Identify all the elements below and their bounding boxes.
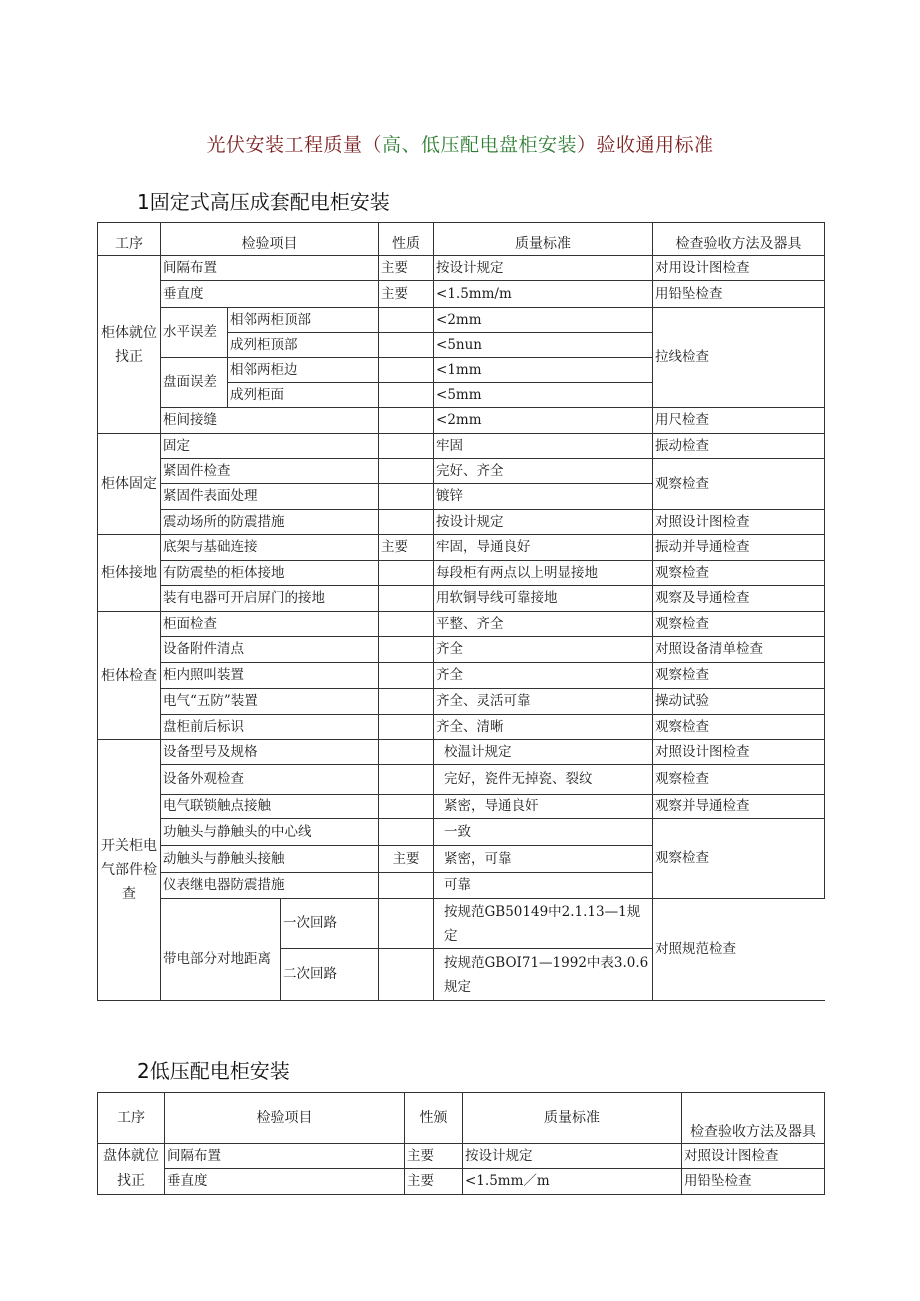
standard-cell: 紧密，导通良奸 xyxy=(434,795,653,819)
item-cell: 柜间接缝 xyxy=(161,408,379,434)
group-cell: 柜体就位找正 xyxy=(98,256,161,434)
table-row xyxy=(98,586,825,612)
section-2-heading: 2低压配电柜安装 xyxy=(137,1059,290,1083)
table-row xyxy=(98,612,825,637)
method-cell: 振动并导通检查 xyxy=(653,535,825,561)
header-process: 工序 xyxy=(98,223,161,256)
header-method: 检查验收方法及器具 xyxy=(653,223,825,256)
table-row xyxy=(98,740,825,765)
nature-cell: 主要 xyxy=(379,256,434,281)
nature-cell xyxy=(379,586,434,612)
item-cell: 震动场所的防震措施 xyxy=(161,510,379,535)
subgroup-cell: 带电部分对地距离 xyxy=(161,899,281,1001)
standard-cell: <2mm xyxy=(434,408,653,434)
subgroup-cell: 盘面误差 xyxy=(161,358,228,408)
method-cell: 用铅坠检查 xyxy=(682,1169,825,1195)
item-cell: 紧固件表面处理 xyxy=(161,484,379,510)
table-row xyxy=(98,510,825,535)
nature-cell xyxy=(379,765,434,795)
item-cell: 紧固件检查 xyxy=(161,459,379,484)
table-row xyxy=(98,663,825,689)
item-cell: 设备附件清点 xyxy=(161,637,379,663)
header-item: 检验项目 xyxy=(165,1093,405,1144)
method-cell: 对照设计图检查 xyxy=(653,510,825,535)
nature-cell: 主要 xyxy=(379,535,434,561)
standard-cell: 牢固 xyxy=(434,434,653,459)
table-row xyxy=(98,535,825,561)
standard-cell: 完好、齐全 xyxy=(434,459,653,484)
group-cell: 柜体固定 xyxy=(98,434,161,535)
header-standard: 质量标准 xyxy=(463,1093,682,1144)
nature-cell xyxy=(379,434,434,459)
method-cell: 对照设计图检查 xyxy=(682,1144,825,1169)
subitem-cell: 相邻两柜顶部 xyxy=(228,308,379,333)
header-method: 检查验收方法及器具 xyxy=(682,1093,825,1144)
method-cell: 对用设计图检查 xyxy=(653,256,825,281)
nature-cell xyxy=(379,561,434,586)
subitem-cell: 一次回路 xyxy=(281,899,379,949)
method-cell: 用尺检查 xyxy=(653,408,825,434)
nature-cell xyxy=(379,663,434,689)
standard-cell: 一致 xyxy=(434,819,653,846)
table-row xyxy=(98,765,825,795)
standard-cell: 按规范GBOI71—1992中表3.0.6规定 xyxy=(434,949,653,1001)
item-cell: 盘柜前后标识 xyxy=(161,715,379,740)
standard-cell: 按设计规定 xyxy=(434,256,653,281)
item-cell: 仪表继电器防震措施 xyxy=(161,873,379,899)
method-cell: 观察检查 xyxy=(653,561,825,586)
method-cell: 观察及导通检查 xyxy=(653,586,825,612)
standard-cell: 齐全 xyxy=(434,663,653,689)
standard-cell: 按规范GB50149中2.1.13—1规定 xyxy=(434,899,653,949)
standard-cell: 按设计规定 xyxy=(463,1144,682,1169)
standard-cell: <5nun xyxy=(434,333,653,358)
item-cell: 垂直度 xyxy=(165,1169,405,1195)
table-row xyxy=(98,256,825,281)
standard-cell: 齐全 xyxy=(434,637,653,663)
item-cell: 间隔布置 xyxy=(161,256,379,281)
standard-cell: 每段柜有两点以上明显接地 xyxy=(434,561,653,586)
nature-cell xyxy=(379,795,434,819)
group-cell: 柜体检查 xyxy=(98,612,161,740)
subitem-cell: 相邻两柜边 xyxy=(228,358,379,383)
item-cell: 有防震垫的柜体接地 xyxy=(161,561,379,586)
table-row xyxy=(98,308,825,333)
table-row xyxy=(98,459,825,484)
nature-cell xyxy=(379,899,434,949)
method-cell: 观察检查 xyxy=(653,715,825,740)
item-cell: 装有电器可开启屏门的接地 xyxy=(161,586,379,612)
method-cell: 振动检查 xyxy=(653,434,825,459)
method-cell: 用铅坠检查 xyxy=(653,281,825,308)
method-cell: 观察并导通检查 xyxy=(653,795,825,819)
table-row xyxy=(98,434,825,459)
item-cell: 垂直度 xyxy=(161,281,379,308)
header-process: 工序 xyxy=(98,1093,165,1144)
nature-cell xyxy=(379,358,434,383)
standard-cell: <1mm xyxy=(434,358,653,383)
table-high-voltage xyxy=(97,222,825,1001)
table-row xyxy=(98,408,825,434)
standard-cell: 齐全、清晰 xyxy=(434,715,653,740)
item-cell: 柜内照叫装置 xyxy=(161,663,379,689)
document-title xyxy=(0,130,920,157)
table-row xyxy=(98,689,825,715)
nature-cell xyxy=(379,383,434,408)
nature-cell: 主要 xyxy=(405,1144,463,1169)
method-cell: 观察检查 xyxy=(653,663,825,689)
nature-cell xyxy=(379,873,434,899)
subitem-cell: 二次回路 xyxy=(281,949,379,1001)
table-row xyxy=(98,899,825,949)
table-row xyxy=(98,1144,825,1169)
item-cell: 电气“五防”装置 xyxy=(161,689,379,715)
nature-cell xyxy=(379,459,434,484)
nature-cell: 主要 xyxy=(405,1169,463,1195)
standard-cell: 牢固，导通良好 xyxy=(434,535,653,561)
method-cell: 观察检查 xyxy=(653,819,825,899)
method-cell: 对照设备清单检查 xyxy=(653,637,825,663)
nature-cell xyxy=(379,740,434,765)
method-cell: 拉线检查 xyxy=(653,308,825,408)
item-cell: 动触头与静触头接触 xyxy=(161,846,379,873)
nature-cell xyxy=(379,949,434,1001)
table-row xyxy=(98,819,825,846)
title-part-green: 高、低压配电盘柜安装 xyxy=(381,134,577,156)
method-cell: 观察检查 xyxy=(653,459,825,510)
item-cell: 柜面检查 xyxy=(161,612,379,637)
table-row xyxy=(98,281,825,308)
subitem-cell: 成列柜顶部 xyxy=(228,333,379,358)
standard-cell: 紧密，可靠 xyxy=(434,846,653,873)
method-cell: 操动试验 xyxy=(653,689,825,715)
nature-cell xyxy=(379,510,434,535)
method-cell: 观察检查 xyxy=(653,612,825,637)
section-1-heading: 1固定式高压成套配电柜安装 xyxy=(137,190,390,214)
nature-cell: 主要 xyxy=(379,281,434,308)
item-cell: 功触头与静触头的中心线 xyxy=(161,819,379,846)
method-cell: 对照设计图检查 xyxy=(653,740,825,765)
nature-cell xyxy=(379,637,434,663)
nature-cell xyxy=(379,689,434,715)
nature-cell xyxy=(379,715,434,740)
header-standard: 质量标准 xyxy=(434,223,653,256)
standard-cell: 校温计规定 xyxy=(434,740,653,765)
standard-cell: <1.5mm／m xyxy=(463,1169,682,1195)
group-cell: 柜体接地 xyxy=(98,535,161,612)
subitem-cell: 成列柜面 xyxy=(228,383,379,408)
item-cell: 电气联锁触点接触 xyxy=(161,795,379,819)
nature-cell: 主要 xyxy=(379,846,434,873)
standard-cell: 镀锌 xyxy=(434,484,653,510)
table-row xyxy=(98,795,825,819)
nature-cell xyxy=(379,333,434,358)
standard-cell: 用软铜导线可靠接地 xyxy=(434,586,653,612)
header-item: 检验项目 xyxy=(161,223,379,256)
method-cell: 观察检查 xyxy=(653,765,825,795)
standard-cell: 齐全、灵活可靠 xyxy=(434,689,653,715)
standard-cell: <1.5mm/m xyxy=(434,281,653,308)
method-cell: 对照规范检查 xyxy=(653,899,825,1001)
nature-cell xyxy=(379,408,434,434)
nature-cell xyxy=(379,819,434,846)
standard-cell: 完好，瓷件无掉瓷、裂纹 xyxy=(434,765,653,795)
table-row xyxy=(98,637,825,663)
item-cell: 设备外观检查 xyxy=(161,765,379,795)
standard-cell: <5mm xyxy=(434,383,653,408)
subgroup-cell: 水平误差 xyxy=(161,308,228,358)
item-cell: 底架与基础连接 xyxy=(161,535,379,561)
table-low-voltage xyxy=(97,1092,825,1195)
header-nature: 性颁 xyxy=(405,1093,463,1144)
nature-cell xyxy=(379,484,434,510)
standard-cell: 平整、齐全 xyxy=(434,612,653,637)
standard-cell: 按设计规定 xyxy=(434,510,653,535)
table-row xyxy=(98,1169,825,1195)
title-part-1: 光伏安装工程质量（ xyxy=(206,134,382,156)
nature-cell xyxy=(379,612,434,637)
standard-cell: <2mm xyxy=(434,308,653,333)
header-nature: 性质 xyxy=(379,223,434,256)
item-cell: 固定 xyxy=(161,434,379,459)
nature-cell xyxy=(379,308,434,333)
group-cell: 开关柜电气部件检查 xyxy=(98,740,161,1001)
table-row xyxy=(98,715,825,740)
item-cell: 间隔布置 xyxy=(165,1144,405,1169)
group-cell: 盘体就位找正 xyxy=(98,1144,165,1195)
standard-cell: 可靠 xyxy=(434,873,653,899)
title-part-end: ）验收通用标准 xyxy=(577,134,714,156)
table-row xyxy=(98,561,825,586)
item-cell: 设备型号及规格 xyxy=(161,740,379,765)
